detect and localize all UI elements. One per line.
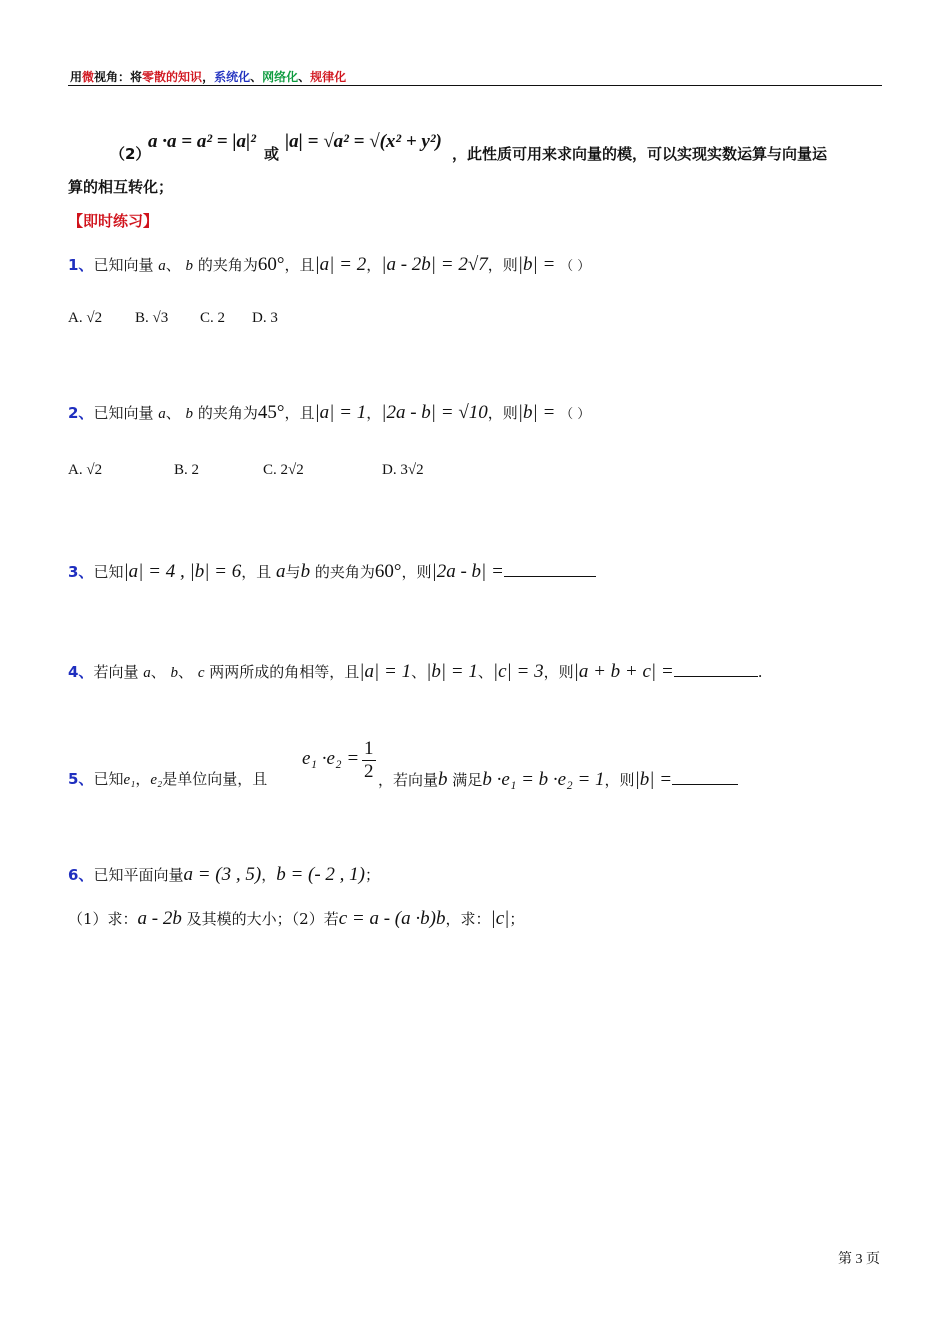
property-formula-2: |a| = √a² = √(x² + y²) [285, 131, 442, 152]
page-number: 第 3 页 [838, 1252, 880, 1267]
question-text: ， [261, 866, 277, 884]
header-part: 规律化 [310, 70, 347, 84]
answer-paren: （ ） [560, 407, 591, 422]
question-number: 3、 [68, 563, 94, 581]
page-header [70, 68, 346, 85]
option-b: B. √3 [135, 310, 169, 326]
question-text: ，则 [401, 563, 432, 581]
property-label: （2） [110, 145, 151, 163]
question-text: ，且 [284, 256, 315, 274]
question-2 [68, 402, 590, 424]
property-text-line2: 算的相互转化； [68, 178, 174, 196]
header-part: ， [202, 70, 215, 84]
question-text: 已知向量 [93, 404, 154, 422]
question-ask: |2a - b| = [431, 561, 504, 582]
condition: |2a - b| = √10 [381, 402, 488, 423]
question-ask: |b| = [517, 254, 556, 275]
question-text: 的夹角为 [197, 256, 258, 274]
header-part: 、 [298, 70, 311, 84]
vector-a: a = (3 , 5) [183, 864, 262, 885]
var-a: a [158, 258, 166, 274]
sub-question-end: ； [509, 910, 525, 928]
question-text: 两两所成的角相等，且 [209, 663, 360, 681]
question-number: 1、 [68, 256, 94, 274]
question-text: 已知 [93, 563, 124, 581]
question-text: ，则 [487, 404, 518, 422]
question-text: 已知 [93, 770, 124, 788]
header-part: 零散的知识 [142, 70, 203, 84]
sub-question-expr: c = a - (a ·b)b [338, 908, 446, 929]
question-number: 4、 [68, 663, 94, 681]
fraction-denominator: 2 [364, 761, 374, 782]
question-4 [68, 660, 762, 683]
option-c: C. 2√2 [263, 462, 304, 478]
answer-blank[interactable] [672, 768, 738, 785]
header-part: 用 [70, 70, 83, 84]
question-text: ， [366, 404, 382, 422]
option-a: A. √2 [68, 310, 103, 326]
dot-product: e₁ ·e₂ = [302, 748, 360, 769]
header-divider [68, 85, 882, 86]
question-text: 是单位向量，且 [162, 770, 268, 788]
question-text: 若向量 [93, 663, 139, 681]
sub-question-text: ，求： [445, 910, 491, 928]
fraction-numerator: 1 [364, 738, 374, 759]
question-text: 、 [178, 663, 194, 681]
angle-value: 45° [257, 402, 285, 423]
var-b: b [438, 769, 448, 790]
question-1 [68, 254, 590, 276]
header-part: 视角：将 [94, 70, 143, 84]
question-text: ，且 [284, 404, 315, 422]
fraction-half [362, 738, 376, 783]
option-d: D. 3√2 [382, 462, 424, 478]
question-5-cont [378, 768, 738, 791]
question-6 [68, 864, 380, 886]
question-text: 、 [165, 256, 181, 274]
var-a: a [276, 561, 286, 582]
question-3 [68, 560, 596, 583]
option-a: A. √2 [68, 462, 103, 478]
header-part: 微 [82, 70, 95, 84]
answer-blank[interactable] [504, 560, 596, 577]
question-text: 已知向量 [93, 256, 154, 274]
question-ask: |b| = [634, 769, 673, 790]
property-or: 或 [264, 145, 280, 163]
var-c: c [197, 665, 205, 681]
var-b: b [300, 561, 311, 582]
question-end: ； [365, 866, 381, 884]
condition: |b| = 1 [426, 661, 478, 682]
var-b: b [185, 258, 194, 274]
question-number: 5、 [68, 770, 94, 788]
question-text: 、 [165, 404, 181, 422]
property-text: ，此性质可用来求向量的模，可以实现实数运算与向量运 [452, 145, 828, 163]
question-text: ，且 [241, 563, 272, 581]
var-b: b [170, 665, 179, 681]
question-text: 、 [411, 663, 427, 681]
question-number: 2、 [68, 404, 94, 422]
condition: |a - 2b| = 2√7 [381, 254, 488, 275]
question-ask: |b| = [517, 402, 556, 423]
question-ask: |a + b + c| = [573, 661, 674, 682]
condition: |a| = 4 , |b| = 6 [123, 561, 242, 582]
option-c: C. 2 [200, 310, 226, 326]
sub-question-expr: a - 2b [137, 908, 182, 929]
question-5 [68, 768, 267, 789]
header-part: 网络化 [262, 70, 299, 84]
question-text: 满足 [452, 771, 483, 789]
question-text: 已知平面向量 [93, 866, 184, 884]
header-part: 、 [250, 70, 263, 84]
question-text: ，若向量 [378, 771, 439, 789]
question-text: ， [366, 256, 382, 274]
var-a: a [143, 665, 151, 681]
option-b: B. 2 [174, 462, 200, 478]
question-text: 与 [285, 563, 301, 581]
sub-question-text: 及其模的大小；（2）若 [186, 910, 339, 928]
section-title: 【即时练习】 [68, 212, 159, 230]
condition: |a| = 1 [359, 661, 412, 682]
option-d: D. 3 [252, 310, 278, 326]
answer-paren: （ ） [560, 259, 591, 274]
condition: b ·e₁ = b ·e₂ = 1 [482, 769, 605, 790]
question-text: ，则 [487, 256, 518, 274]
question-text: ，则 [543, 663, 574, 681]
question-6-parts [68, 908, 524, 930]
question-number: 6、 [68, 866, 94, 884]
answer-blank[interactable] [674, 660, 758, 677]
angle-value: 60° [257, 254, 285, 275]
var-b: b [185, 406, 194, 422]
question-text: ，则 [604, 771, 635, 789]
header-part: 系统化 [214, 70, 251, 84]
question-text: 的夹角为 [197, 404, 258, 422]
question-end: . [757, 663, 763, 681]
question-text: ， [135, 770, 151, 788]
condition: |c| = 3 [492, 661, 544, 682]
sub-question-ask: |c| [490, 908, 510, 929]
question-text: 的夹角为 [314, 563, 375, 581]
condition: |a| = 1 [314, 402, 367, 423]
var-e1: e₁ [123, 772, 136, 788]
question-text: 、 [150, 663, 166, 681]
property-formula: a ·a = a² = |a|² [148, 131, 256, 152]
var-e2: e₂ [150, 772, 163, 788]
vector-b: b = (- 2 , 1) [276, 864, 366, 885]
var-a: a [158, 406, 166, 422]
angle-value: 60° [374, 561, 402, 582]
question-text: 、 [477, 663, 493, 681]
sub-question-label: （1）求： [68, 910, 138, 928]
condition: |a| = 2 [314, 254, 367, 275]
